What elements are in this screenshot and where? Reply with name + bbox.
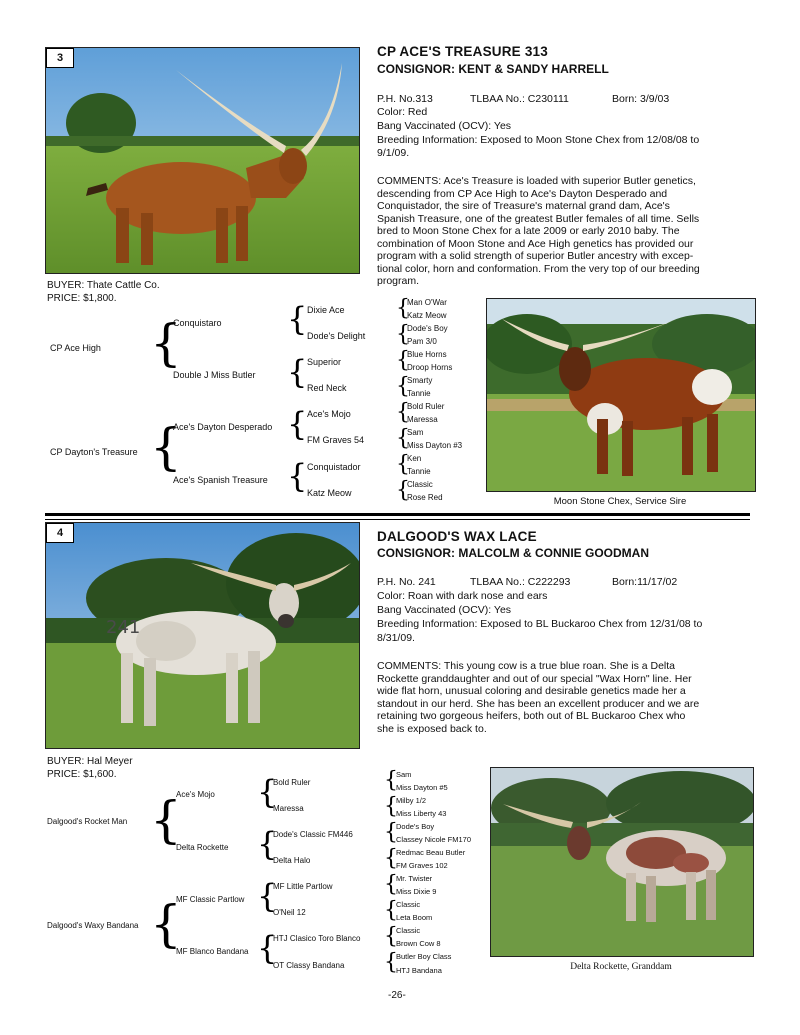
lot4-ped-gen3: OT Classy Bandana bbox=[273, 961, 345, 970]
lot3-brace-gen3: { bbox=[396, 452, 410, 477]
lot4-ped-gen4: Miss Liberty 43 bbox=[396, 809, 447, 818]
lot4-brace-gen2: { bbox=[257, 929, 278, 967]
lot4-photo-caption: Delta Rockette, Granddam bbox=[570, 962, 672, 972]
lot4-ped-gen4: Redmac Beau Butler bbox=[396, 848, 466, 857]
lot3-ped-gen3: Dode's Delight bbox=[307, 331, 366, 341]
lot4-ped-gen4: Miss Dayton #5 bbox=[396, 783, 448, 792]
lot3-ped-gen4: Bold Ruler bbox=[407, 402, 445, 411]
lot3-ped-gen3: Superior bbox=[307, 357, 342, 367]
lot4-brace-gen3: { bbox=[384, 898, 398, 923]
lot3-ped-gen3: Conquistador bbox=[307, 462, 361, 472]
comment-line: bred to Moon Stone Chex for a late 2009 or early 2010 baby. The bbox=[377, 225, 680, 237]
lot4-ped-gen4: Butler Boy Class bbox=[396, 952, 452, 961]
lot3-ped-gen4: Sam bbox=[407, 428, 424, 437]
lot4-ped-gen3: Maressa bbox=[273, 804, 304, 813]
page-number: -26- bbox=[388, 990, 406, 1001]
lot3-brace-gen2: { bbox=[287, 405, 308, 443]
lot4-brace-gen2: { bbox=[257, 825, 278, 863]
lot4-ped-gen4: Classic bbox=[396, 900, 421, 909]
lot3-comments bbox=[377, 175, 745, 288]
comment-line: Conquistador, the sire of Treasure's maternal grand dam, Ace's bbox=[377, 200, 670, 212]
lot3-brace-gen1-dam: { bbox=[150, 418, 182, 476]
lot4-born: Born:11/17/02 bbox=[612, 576, 678, 588]
lot4-brand-number: 241 bbox=[106, 617, 141, 638]
lot3-ped-gen3: FM Graves 54 bbox=[307, 435, 365, 445]
lot4-brace-gen3: { bbox=[384, 846, 398, 871]
lot3-ped-gen4: Tannie bbox=[407, 467, 431, 476]
lot4-ped-gen4: Dode's Boy bbox=[396, 822, 435, 831]
comment-line: she is exposed back to. bbox=[377, 722, 487, 735]
lot4-ped-gen3: Bold Ruler bbox=[273, 778, 311, 787]
lot3-ped-gen2: Conquistaro bbox=[173, 318, 222, 328]
comment-line: Spanish Treasure, one of the greatest Butler females of all time. Sells bbox=[377, 212, 700, 225]
lot3-ped-gen4: Miss Dayton #3 bbox=[407, 441, 463, 450]
lot3-brace-gen3: { bbox=[396, 296, 410, 321]
comment-line: Rockette granddaughter and out of our special "Wax Horn" line. Her bbox=[377, 672, 692, 685]
lot3-photo-caption: Moon Stone Chex, Service Sire bbox=[553, 496, 687, 507]
comment-line: program. bbox=[377, 275, 420, 287]
lot3-brace-gen3: { bbox=[396, 374, 410, 399]
lot4-color: Color: Roan with dark nose and ears bbox=[377, 590, 548, 602]
lot4-ped-sire: Dalgood's Rocket Man bbox=[47, 817, 128, 826]
lot3-ped-gen2: Double J Miss Butler bbox=[173, 370, 256, 380]
lot4-brace-gen3: { bbox=[384, 950, 398, 975]
lot4-brace-gen3: { bbox=[384, 924, 398, 949]
lot4-granddam-photo bbox=[490, 767, 754, 957]
lot3-ped-gen4: Katz Meow bbox=[407, 311, 447, 320]
lot3-ped-gen3: Katz Meow bbox=[307, 488, 352, 498]
lot3-ped-gen4: Smarty bbox=[407, 376, 433, 385]
lot4-bang: Bang Vaccinated (OCV): Yes bbox=[377, 604, 512, 616]
lot4-tlbaa-no: TLBAA No.: C222293 bbox=[470, 576, 571, 588]
lot3-ped-gen3: Dixie Ace bbox=[307, 305, 345, 315]
lot3-brace-gen3: { bbox=[396, 426, 410, 451]
lot4-number-badge: 4 bbox=[46, 523, 74, 543]
lot4-ped-dam: Dalgood's Waxy Bandana bbox=[47, 921, 139, 930]
comment-line: COMMENTS: Ace's Treasure is loaded with superior Butler genetics, bbox=[377, 175, 696, 187]
lot3-ped-sire: CP Ace High bbox=[50, 343, 101, 353]
comment-line: wide flat horn, unusual coloring and desirable genetics made her a bbox=[377, 685, 686, 697]
lot3-ped-gen4: Man O'War bbox=[407, 298, 447, 307]
lot4-ped-gen4: HTJ Bandana bbox=[396, 966, 442, 975]
lot3-number-badge: 3 bbox=[46, 48, 74, 68]
lot4-ped-gen4: Leta Boom bbox=[396, 913, 433, 922]
lot3-brace-gen2: { bbox=[287, 457, 308, 495]
lot3-ped-gen4: Rose Red bbox=[407, 493, 443, 502]
lot4-ped-gen4: Milby 1/2 bbox=[396, 796, 427, 805]
lot4-brace-gen2: { bbox=[257, 877, 278, 915]
lot4-price: PRICE: $1,600. bbox=[47, 769, 117, 780]
lot4-ped-gen2: MF Blanco Bandana bbox=[176, 947, 249, 956]
lot3-brace-gen2: { bbox=[287, 300, 308, 338]
comment-line: descending from CP Ace High to Ace's Dayton Desperado and bbox=[377, 187, 668, 200]
lot4-ped-gen3: MF Little Partlow bbox=[273, 882, 333, 891]
lot3-cow-photo bbox=[45, 47, 360, 274]
lot4-brace-gen3: { bbox=[384, 872, 398, 897]
lot3-ped-gen4: Tannie bbox=[407, 389, 431, 398]
lot4-ped-gen4: Brown Cow 8 bbox=[396, 939, 441, 948]
lot3-service-sire-photo bbox=[486, 298, 756, 492]
lot4-ped-gen3: Delta Halo bbox=[273, 856, 311, 865]
lot4-consignor: CONSIGNOR: MALCOLM & CONNIE GOODMAN bbox=[377, 546, 649, 560]
lot4-ped-gen4: Classic bbox=[396, 926, 421, 935]
lot4-ped-gen3: HTJ Clasico Toro Blanco bbox=[273, 934, 361, 943]
lot3-brace-gen3: { bbox=[396, 478, 410, 503]
lot4-ped-gen4: Classey Nicole FM170 bbox=[396, 835, 472, 844]
lot3-ped-gen2: Ace's Dayton Desperado bbox=[173, 422, 273, 432]
lot4-ped-gen4: Mr. Twister bbox=[396, 874, 433, 883]
lot4-brace-gen3: { bbox=[384, 820, 398, 845]
lot4-breeding-line2: 8/31/09. bbox=[377, 632, 415, 644]
section-divider-thick bbox=[45, 513, 750, 516]
lot3-ped-gen4: Maressa bbox=[407, 415, 438, 424]
lot3-brace-gen2: { bbox=[287, 353, 308, 391]
lot3-brace-gen3: { bbox=[396, 400, 410, 425]
lot3-ped-gen4: Ken bbox=[407, 454, 422, 463]
lot3-brace-gen3: { bbox=[396, 322, 410, 347]
lot3-ped-gen4: Dode's Boy bbox=[407, 324, 448, 333]
comment-line: standout in our herd. She has been an excellent producer and we are bbox=[377, 697, 700, 710]
lot3-color: Color: Red bbox=[377, 106, 428, 118]
lot4-brace-gen1-sire: { bbox=[150, 791, 182, 849]
lot3-title: CP ACE'S TREASURE 313 bbox=[377, 44, 548, 59]
lot4-ped-gen3: Dode's Classic FM446 bbox=[273, 830, 353, 839]
lot4-ped-gen4: Sam bbox=[396, 770, 412, 779]
lot4-ped-gen2: MF Classic Partlow bbox=[176, 895, 245, 904]
lot4-comments bbox=[377, 660, 745, 735]
lot4-title: DALGOOD'S WAX LACE bbox=[377, 529, 537, 544]
lot4-brace-gen2: { bbox=[257, 773, 278, 811]
comment-line: COMMENTS: This young cow is a true blue roan. She is a Delta bbox=[377, 660, 676, 672]
lot3-ped-gen4: Blue Horns bbox=[407, 350, 447, 359]
lot3-ped-gen3: Red Neck bbox=[307, 383, 347, 393]
lot3-tlbaa-no: TLBAA No.: C230111 bbox=[470, 93, 569, 105]
lot3-born: Born: 3/9/03 bbox=[612, 93, 670, 105]
section-divider-thin bbox=[45, 519, 750, 520]
lot3-ped-gen4: Droop Horns bbox=[407, 363, 453, 372]
lot4-buyer: BUYER: Hal Meyer bbox=[47, 756, 133, 767]
lot3-brace-gen3: { bbox=[396, 348, 410, 373]
lot3-consignor: CONSIGNOR: KENT & SANDY HARRELL bbox=[377, 62, 609, 76]
comment-line: program with a solid strength of superior Butler ancestry with excep- bbox=[377, 250, 694, 262]
lot4-ph-no: P.H. No. 241 bbox=[377, 576, 436, 588]
lot4-ped-gen4: Miss Dixie 9 bbox=[396, 887, 437, 896]
lot4-breeding-line1: Breeding Information: Exposed to BL Buckaroo Chex from 12/31/08 to bbox=[377, 618, 703, 630]
lot3-ped-gen3: Ace's Mojo bbox=[307, 409, 351, 419]
comment-line: retaining two gorgeous heifers, both out of BL Buckaroo Chex who bbox=[377, 710, 686, 722]
lot3-breeding-line1: Breeding Information: Exposed to Moon Stone Chex from 12/08/08 to bbox=[377, 134, 700, 146]
lot3-ped-gen4: Classic bbox=[407, 480, 433, 489]
lot4-ped-gen2: Ace's Mojo bbox=[176, 790, 215, 799]
lot4-brace-gen1-dam: { bbox=[150, 895, 182, 953]
lot3-buyer: BUYER: Thate Cattle Co. bbox=[47, 280, 160, 291]
lot3-bang: Bang Vaccinated (OCV): Yes bbox=[377, 120, 512, 132]
lot4-cow-photo bbox=[45, 522, 360, 749]
lot3-ped-dam: CP Dayton's Treasure bbox=[50, 447, 138, 457]
lot4-brace-gen3: { bbox=[384, 768, 398, 793]
lot4-brace-gen3: { bbox=[384, 794, 398, 819]
lot4-ped-gen2: Delta Rockette bbox=[176, 843, 229, 852]
comment-line: combination of Moon Stone and Ace High genetics has provided our bbox=[377, 237, 694, 250]
lot3-ped-gen4: Pam 3/0 bbox=[407, 337, 437, 346]
lot4-ped-gen4: FM Graves 102 bbox=[396, 861, 448, 870]
lot3-ped-gen2: Ace's Spanish Treasure bbox=[173, 475, 268, 485]
lot3-brace-gen1-sire: { bbox=[150, 314, 182, 372]
lot3-breeding-line2: 9/1/09. bbox=[377, 147, 410, 159]
comment-line: tional color, horn and conformation. From the very top of our breeding bbox=[377, 262, 700, 275]
lot3-ph-no: P.H. No.313 bbox=[377, 93, 433, 105]
lot3-price: PRICE: $1,800. bbox=[47, 293, 117, 304]
lot4-ped-gen3: O'Neil 12 bbox=[273, 908, 306, 917]
